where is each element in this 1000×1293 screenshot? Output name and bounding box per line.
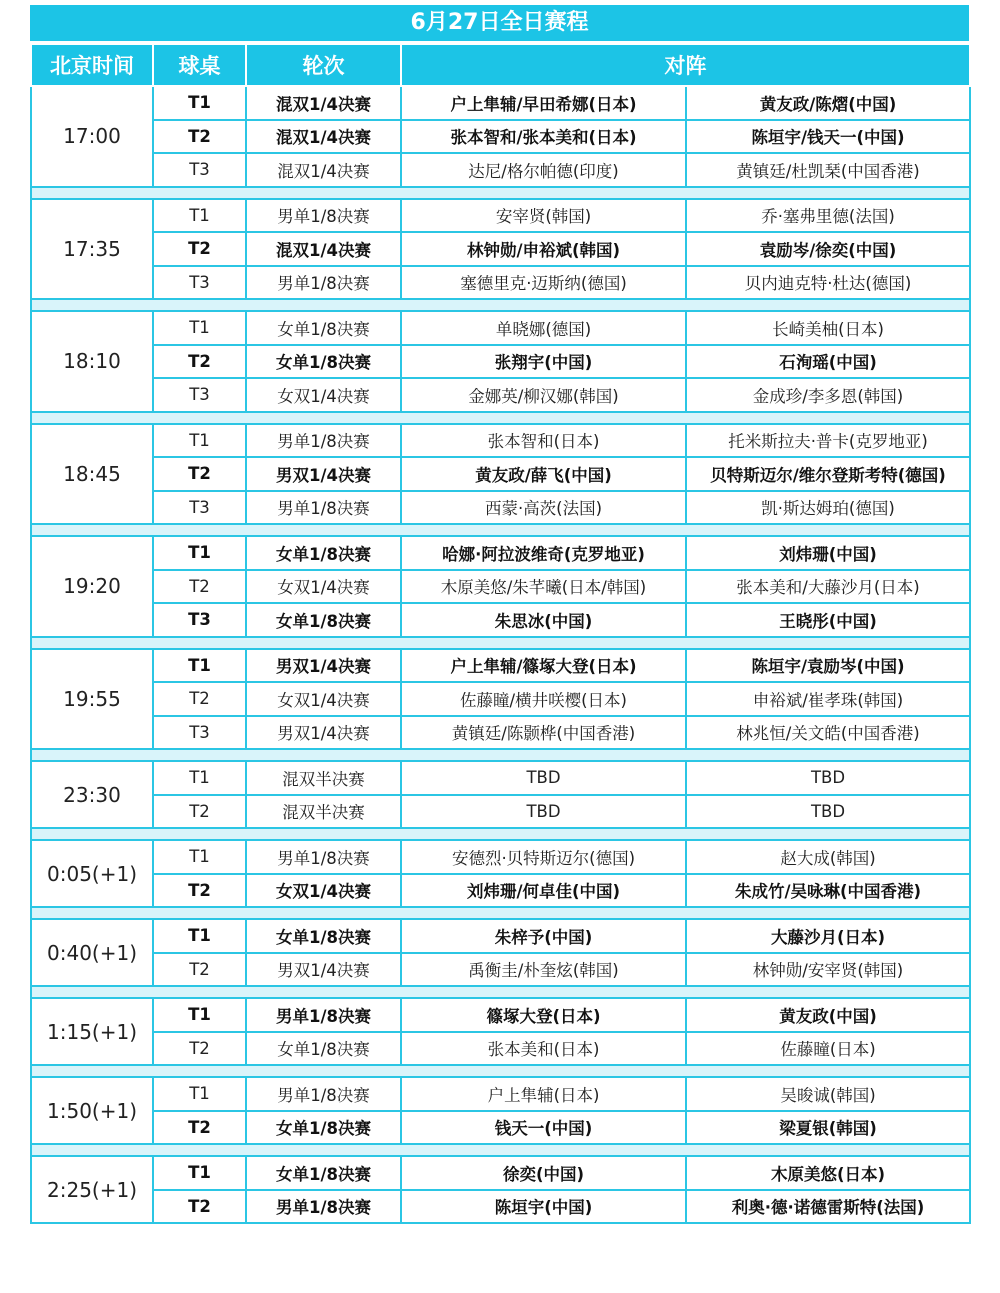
match-row xyxy=(31,199,970,233)
player-b-cell: 金成珍/李多恩(韩国) xyxy=(686,378,970,412)
table-cell: T2 xyxy=(153,570,246,604)
time-cell: 0:40(+1) xyxy=(31,919,153,986)
time-cell: 2:25(+1) xyxy=(31,1156,153,1223)
time-cell: 18:45 xyxy=(31,424,153,525)
round-cell: 女单1/8决赛 xyxy=(246,1032,401,1066)
player-b-cell: 石洵瑶(中国) xyxy=(686,345,970,379)
round-cell: 女单1/8决赛 xyxy=(246,311,401,345)
round-cell: 女单1/8决赛 xyxy=(246,919,401,953)
match-row xyxy=(31,874,970,908)
match-row xyxy=(31,998,970,1032)
round-cell: 混双1/4决赛 xyxy=(246,153,401,187)
player-a-cell: 木原美悠/朱芊曦(日本/韩国) xyxy=(401,570,686,604)
match-row xyxy=(31,86,970,120)
table-cell: T2 xyxy=(153,795,246,829)
round-cell: 男单1/8决赛 xyxy=(246,840,401,874)
table-cell: T2 xyxy=(153,1032,246,1066)
player-a-cell: 刘炜珊/何卓佳(中国) xyxy=(401,874,686,908)
group-separator xyxy=(31,637,970,649)
table-cell: T1 xyxy=(153,86,246,120)
group-separator xyxy=(31,187,970,199)
player-b-cell: 林钟勋/安宰贤(韩国) xyxy=(686,953,970,987)
player-a-cell: 哈娜·阿拉波维奇(克罗地亚) xyxy=(401,536,686,570)
group-separator xyxy=(31,749,970,761)
time-cell: 17:00 xyxy=(31,86,153,187)
separator-cell xyxy=(31,1065,970,1077)
player-a-cell: 户上隼辅/篠塚大登(日本) xyxy=(401,649,686,683)
match-row xyxy=(31,795,970,829)
match-row xyxy=(31,603,970,637)
table-cell: T2 xyxy=(153,953,246,987)
schedule-body xyxy=(31,86,970,1223)
header-time: 北京时间 xyxy=(31,44,153,86)
table-cell: T2 xyxy=(153,682,246,716)
player-b-cell: 林兆恒/关文皓(中国香港) xyxy=(686,716,970,750)
table-cell: T2 xyxy=(153,1111,246,1145)
table-cell: T1 xyxy=(153,919,246,953)
table-cell: T1 xyxy=(153,1156,246,1190)
round-cell: 混双半决赛 xyxy=(246,761,401,795)
match-row xyxy=(31,1032,970,1066)
time-cell: 17:35 xyxy=(31,199,153,300)
table-cell: T2 xyxy=(153,1190,246,1224)
round-cell: 男单1/8决赛 xyxy=(246,424,401,458)
player-a-cell: 篠塚大登(日本) xyxy=(401,998,686,1032)
player-a-cell: 单晓娜(德国) xyxy=(401,311,686,345)
group-separator xyxy=(31,412,970,424)
match-row xyxy=(31,570,970,604)
player-a-cell: 黄友政/薛飞(中国) xyxy=(401,457,686,491)
round-cell: 男双1/4决赛 xyxy=(246,457,401,491)
round-cell: 混双1/4决赛 xyxy=(246,232,401,266)
match-row xyxy=(31,491,970,525)
table-cell: T1 xyxy=(153,998,246,1032)
player-a-cell: 黄镇廷/陈颢桦(中国香港) xyxy=(401,716,686,750)
round-cell: 男双1/4决赛 xyxy=(246,649,401,683)
separator-cell xyxy=(31,637,970,649)
player-b-cell: 长崎美柚(日本) xyxy=(686,311,970,345)
player-a-cell: 西蒙·高茨(法国) xyxy=(401,491,686,525)
player-b-cell: 申裕斌/崔孝珠(韩国) xyxy=(686,682,970,716)
player-b-cell: 吴晙诚(韩国) xyxy=(686,1077,970,1111)
player-a-cell: 朱梓予(中国) xyxy=(401,919,686,953)
group-separator xyxy=(31,986,970,998)
time-cell: 23:30 xyxy=(31,761,153,828)
separator-cell xyxy=(31,907,970,919)
round-cell: 女双1/4决赛 xyxy=(246,874,401,908)
group-separator xyxy=(31,828,970,840)
separator-cell xyxy=(31,524,970,536)
table-cell: T1 xyxy=(153,536,246,570)
player-b-cell: TBD xyxy=(686,761,970,795)
round-cell: 男单1/8决赛 xyxy=(246,266,401,300)
time-cell: 19:20 xyxy=(31,536,153,637)
player-b-cell: 刘炜珊(中国) xyxy=(686,536,970,570)
table-cell: T3 xyxy=(153,266,246,300)
match-row xyxy=(31,1111,970,1145)
player-a-cell: 金娜英/柳汉娜(韩国) xyxy=(401,378,686,412)
table-cell: T1 xyxy=(153,311,246,345)
time-cell: 18:10 xyxy=(31,311,153,412)
group-separator xyxy=(31,1065,970,1077)
match-row xyxy=(31,716,970,750)
table-cell: T1 xyxy=(153,761,246,795)
round-cell: 女单1/8决赛 xyxy=(246,1156,401,1190)
header-row xyxy=(31,44,970,86)
match-row xyxy=(31,840,970,874)
player-a-cell: 佐藤瞳/横井咲樱(日本) xyxy=(401,682,686,716)
player-b-cell: 朱成竹/吴咏琳(中国香港) xyxy=(686,874,970,908)
table-cell: T3 xyxy=(153,153,246,187)
round-cell: 男双1/4决赛 xyxy=(246,953,401,987)
table-cell: T2 xyxy=(153,874,246,908)
table-cell: T3 xyxy=(153,491,246,525)
player-b-cell: 张本美和/大藤沙月(日本) xyxy=(686,570,970,604)
player-a-cell: TBD xyxy=(401,795,686,829)
match-row xyxy=(31,649,970,683)
group-separator xyxy=(31,1144,970,1156)
player-b-cell: 凯·斯达姆珀(德国) xyxy=(686,491,970,525)
player-b-cell: 黄镇廷/杜凯琹(中国香港) xyxy=(686,153,970,187)
match-row xyxy=(31,682,970,716)
header-round: 轮次 xyxy=(246,44,401,86)
player-b-cell: 赵大成(韩国) xyxy=(686,840,970,874)
match-row xyxy=(31,1077,970,1111)
schedule xyxy=(30,5,969,1224)
player-b-cell: TBD xyxy=(686,795,970,829)
round-cell: 混双1/4决赛 xyxy=(246,86,401,120)
player-a-cell: 安宰贤(韩国) xyxy=(401,199,686,233)
separator-cell xyxy=(31,749,970,761)
player-a-cell: 朱思冰(中国) xyxy=(401,603,686,637)
separator-cell xyxy=(31,187,970,199)
player-b-cell: 托米斯拉夫·普卡(克罗地亚) xyxy=(686,424,970,458)
player-b-cell: 梁夏银(韩国) xyxy=(686,1111,970,1145)
match-row xyxy=(31,153,970,187)
table-cell: T3 xyxy=(153,716,246,750)
match-row xyxy=(31,536,970,570)
round-cell: 男单1/8决赛 xyxy=(246,1190,401,1224)
table-cell: T2 xyxy=(153,120,246,154)
time-cell: 1:15(+1) xyxy=(31,998,153,1065)
match-row xyxy=(31,919,970,953)
match-row xyxy=(31,1156,970,1190)
match-row xyxy=(31,1190,970,1224)
player-a-cell: 钱天一(中国) xyxy=(401,1111,686,1145)
round-cell: 男单1/8决赛 xyxy=(246,998,401,1032)
player-b-cell: 王晓彤(中国) xyxy=(686,603,970,637)
player-b-cell: 贝特斯迈尔/维尔登斯考特(德国) xyxy=(686,457,970,491)
round-cell: 女双1/4决赛 xyxy=(246,570,401,604)
player-b-cell: 黄友政(中国) xyxy=(686,998,970,1032)
time-cell: 1:50(+1) xyxy=(31,1077,153,1144)
time-cell: 19:55 xyxy=(31,649,153,750)
match-row xyxy=(31,457,970,491)
round-cell: 混双半决赛 xyxy=(246,795,401,829)
table-cell: T3 xyxy=(153,378,246,412)
player-b-cell: 利奥·德·诺德雷斯特(法国) xyxy=(686,1190,970,1224)
table-cell: T3 xyxy=(153,603,246,637)
player-a-cell: 塞德里克·迈斯纳(德国) xyxy=(401,266,686,300)
table-cell: T1 xyxy=(153,649,246,683)
schedule-table xyxy=(30,43,971,1224)
time-cell: 0:05(+1) xyxy=(31,840,153,907)
match-row xyxy=(31,761,970,795)
round-cell: 男单1/8决赛 xyxy=(246,1077,401,1111)
player-b-cell: 陈垣宇/袁励岑(中国) xyxy=(686,649,970,683)
player-a-cell: 户上隼辅(日本) xyxy=(401,1077,686,1111)
round-cell: 女单1/8决赛 xyxy=(246,536,401,570)
player-a-cell: 林钟勋/申裕斌(韩国) xyxy=(401,232,686,266)
table-cell: T2 xyxy=(153,232,246,266)
match-row xyxy=(31,424,970,458)
round-cell: 女单1/8决赛 xyxy=(246,1111,401,1145)
player-b-cell: 黄友政/陈熠(中国) xyxy=(686,86,970,120)
player-b-cell: 大藤沙月(日本) xyxy=(686,919,970,953)
player-a-cell: 户上隼辅/早田希娜(日本) xyxy=(401,86,686,120)
separator-cell xyxy=(31,828,970,840)
separator-cell xyxy=(31,986,970,998)
player-a-cell: 陈垣宇(中国) xyxy=(401,1190,686,1224)
match-row xyxy=(31,266,970,300)
player-b-cell: 佐藤瞳(日本) xyxy=(686,1032,970,1066)
group-separator xyxy=(31,299,970,311)
table-cell: T1 xyxy=(153,1077,246,1111)
round-cell: 女单1/8决赛 xyxy=(246,603,401,637)
round-cell: 女双1/4决赛 xyxy=(246,378,401,412)
round-cell: 男双1/4决赛 xyxy=(246,716,401,750)
separator-cell xyxy=(31,1144,970,1156)
player-b-cell: 乔·塞弗里德(法国) xyxy=(686,199,970,233)
match-row xyxy=(31,345,970,379)
match-row xyxy=(31,378,970,412)
table-cell: T1 xyxy=(153,199,246,233)
player-b-cell: 木原美悠(日本) xyxy=(686,1156,970,1190)
table-cell: T1 xyxy=(153,840,246,874)
group-separator xyxy=(31,524,970,536)
round-cell: 男单1/8决赛 xyxy=(246,491,401,525)
player-b-cell: 袁励岑/徐奕(中国) xyxy=(686,232,970,266)
round-cell: 女双1/4决赛 xyxy=(246,682,401,716)
header-match: 对阵 xyxy=(401,44,970,86)
table-cell: T1 xyxy=(153,424,246,458)
schedule-title: 6月27日全日赛程 xyxy=(30,5,969,43)
match-row xyxy=(31,120,970,154)
group-separator xyxy=(31,907,970,919)
player-a-cell: 张本智和/张本美和(日本) xyxy=(401,120,686,154)
player-b-cell: 贝内迪克特·杜达(德国) xyxy=(686,266,970,300)
table-cell: T2 xyxy=(153,457,246,491)
match-row xyxy=(31,232,970,266)
round-cell: 男单1/8决赛 xyxy=(246,199,401,233)
player-a-cell: 张本智和(日本) xyxy=(401,424,686,458)
separator-cell xyxy=(31,299,970,311)
player-a-cell: 安德烈·贝特斯迈尔(德国) xyxy=(401,840,686,874)
player-a-cell: 徐奕(中国) xyxy=(401,1156,686,1190)
match-row xyxy=(31,311,970,345)
header-table: 球桌 xyxy=(153,44,246,86)
player-a-cell: 张本美和(日本) xyxy=(401,1032,686,1066)
table-cell: T2 xyxy=(153,345,246,379)
player-a-cell: 达尼/格尔帕德(印度) xyxy=(401,153,686,187)
player-b-cell: 陈垣宇/钱天一(中国) xyxy=(686,120,970,154)
round-cell: 女单1/8决赛 xyxy=(246,345,401,379)
player-a-cell: 张翔宇(中国) xyxy=(401,345,686,379)
round-cell: 混双1/4决赛 xyxy=(246,120,401,154)
player-a-cell: 禹衡圭/朴奎炫(韩国) xyxy=(401,953,686,987)
player-a-cell: TBD xyxy=(401,761,686,795)
match-row xyxy=(31,953,970,987)
separator-cell xyxy=(31,412,970,424)
